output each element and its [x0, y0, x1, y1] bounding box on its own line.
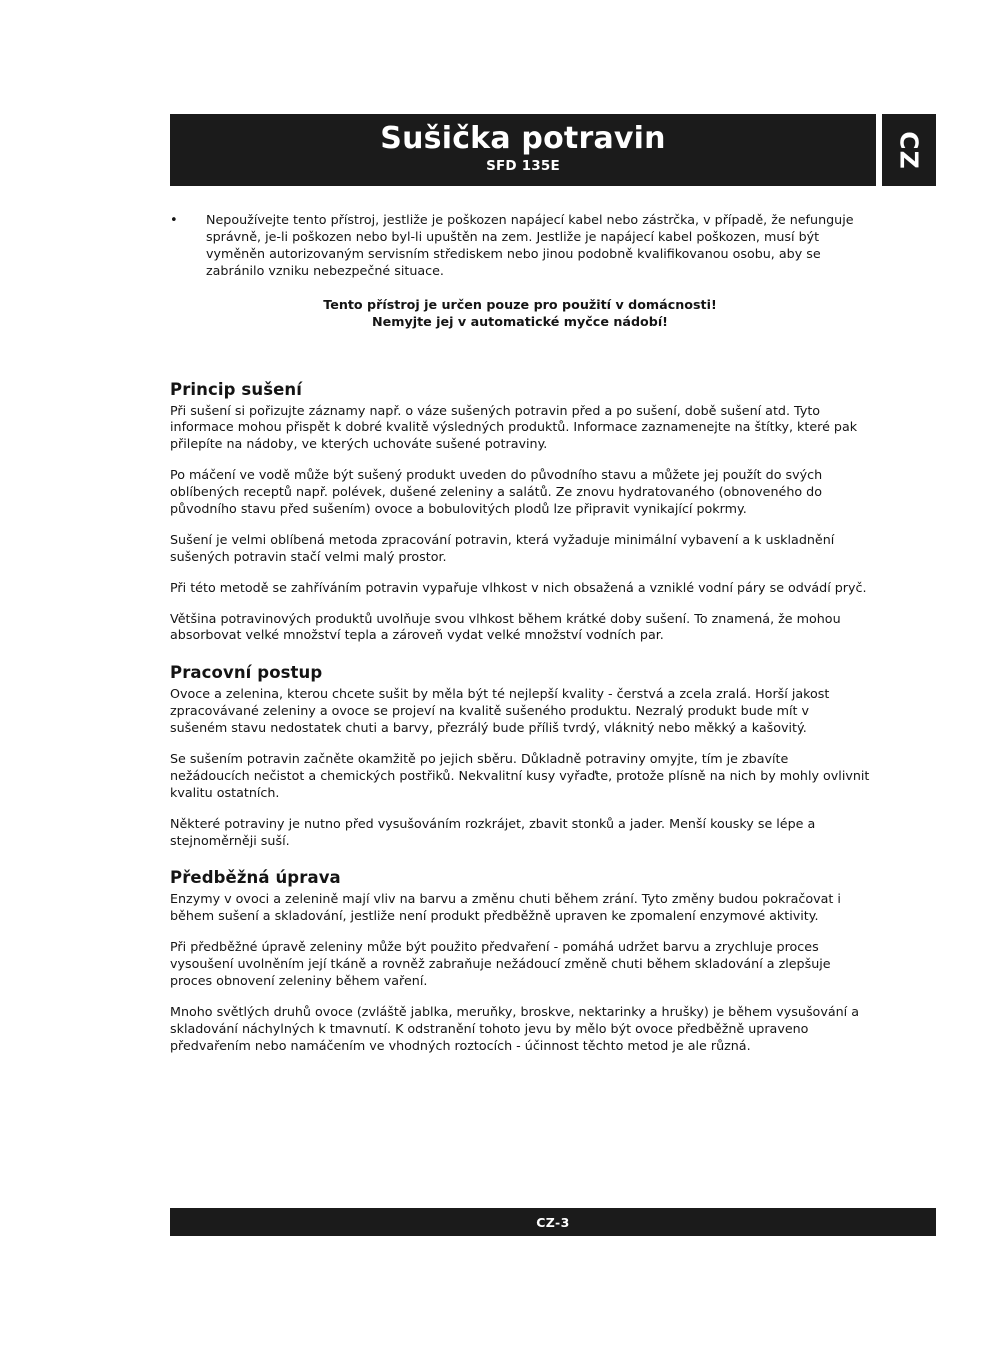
page-number: CZ-3	[536, 1214, 570, 1230]
paragraph: Ovoce a zelenina, kterou chcete sušit by měla být té nejlepší kvality - čerstvá a zcela zralá. Horší jakost zpracovávané zeleniny a ovoce se projeví na kvalitě sušeného produktu. Nezralý produkt bude mít v sušeném stavu nedostatek chuti a barvy, přezrálý bude příliš tvrdý, vláknitý nebo měkký a kašovitý.	[170, 686, 830, 736]
paragraph: Mnoho světlých druhů ovoce (zvláště jablka, meruňky, broskve, nektarinky a hrušky) je během vysušování a skladování náchylných k tmavnutí. K odstranění tohoto jevu by mělo být ovoce předběžně upraveno předvařením nebo namáčením ve vhodných roztocích - účinnost těchto metod je ale různá.	[170, 1003, 859, 1053]
paragraph: Při předběžné úpravě zeleniny může být použito předvaření - pomáhá udržet barvu a zrychluje proces vysoušení uvolněním její tkáně a rovněž zabraňuje nežádoucí změně chuti během skladování a zlepšuje proces obnovení zeleniny během vaření.	[170, 939, 831, 988]
section-heading: Předběžná úprava	[170, 868, 341, 888]
bullet-icon: •	[170, 213, 178, 228]
page-title: Sušička potravin	[380, 121, 666, 156]
paragraph: Při této metodě se zahříváním potravin vypařuje vlhkost v nich obsažená a vzniklé vodní páry se odvádí pryč.	[170, 579, 867, 595]
header-title-block	[170, 114, 876, 186]
paragraph: Některé potraviny je nutno před vysušováním rozkrájet, zbavit stonků a jader. Menší kousky se lépe a stejnoměrněji suší.	[170, 815, 816, 848]
household-note-line2: Nemyjte jej v automatické myčce nádobí!	[372, 314, 668, 330]
household-note-line1: Tento přístroj je určen pouze pro použití v domácnosti!	[323, 296, 717, 312]
model-number: SFD 135E	[486, 158, 560, 174]
document-header	[170, 114, 936, 186]
language-tab	[882, 114, 936, 186]
section-predbezna-uprava	[170, 867, 870, 1054]
paragraph: Se sušením potravin začněte okamžitě po jejich sběru. Důkladně potraviny omyjte, tím je zbavíte nežádoucích nečistot a chemických postřiků. Nekvalitní kusy vyřaďte, protože plísně na nich by mohly ovlivnit kvalitu ostatních.	[170, 750, 870, 800]
section-pracovni-postup	[170, 662, 870, 849]
language-tab-label: CZ	[894, 130, 924, 170]
paragraph: Při sušení si pořizujte záznamy např. o váze sušených potravin před a po sušení, době sušení atd. Tyto informace mohou přispět k dobré kvalitě výsledných produktů. Informace zaznamenejte na štítky, které pak přilepíte na nádoby, ve kterých uchováte sušené potraviny.	[170, 402, 858, 452]
section-heading: Princip sušení	[170, 379, 303, 399]
paragraph: Sušení je velmi oblíbená metoda zpracování potravin, která vyžaduje minimální vybavení a k uskladnění sušených potravin stačí velmi malý prostor.	[170, 531, 835, 564]
document-body	[170, 212, 870, 1054]
section-heading: Pracovní postup	[170, 663, 323, 683]
paragraph: Po máčení ve vodě může být sušený produkt uveden do původního stavu a můžete jej použít do svých oblíbených receptů např. polévek, dušené zeleniny a salátů. Ze znovu hydratovaného (obnoveného do původního stavu před sušením) ovoce a bobulovitých plodů lze připravit vynikající pokrmy.	[170, 467, 823, 516]
paragraph: Enzymy v ovoci a zelenině mají vliv na barvu a změnu chuti během zrání. Tyto změny budou pokračovat i během sušení a skladování, jestliže není produkt předběžně upraven ke zpomalení enzymové aktivity.	[170, 891, 841, 924]
document-footer	[170, 1208, 936, 1236]
warning-bullet	[170, 212, 870, 280]
section-spacer	[170, 331, 870, 379]
paragraph: Většina potravinových produktů uvolňuje svou vlhkost během krátké doby sušení. To znamená, že mohou absorbovat velké množství tepla a zároveň vydat velké množství vodních par.	[170, 610, 841, 643]
section-princip-suseni	[170, 379, 870, 645]
warning-text: Nepoužívejte tento přístroj, jestliže je poškozen napájecí kabel nebo zástrčka, v případě, že nefunguje správně, je-li poškozen nebo byl-li upuštěn na zem. Jestliže je napájecí kabel poškozen, musí být vyměněn autorizovaným servisním střediskem nebo jinou podobně kvalifikovanou osobu, aby se zabránilo vzniku nebezpečné situace.	[206, 212, 854, 278]
